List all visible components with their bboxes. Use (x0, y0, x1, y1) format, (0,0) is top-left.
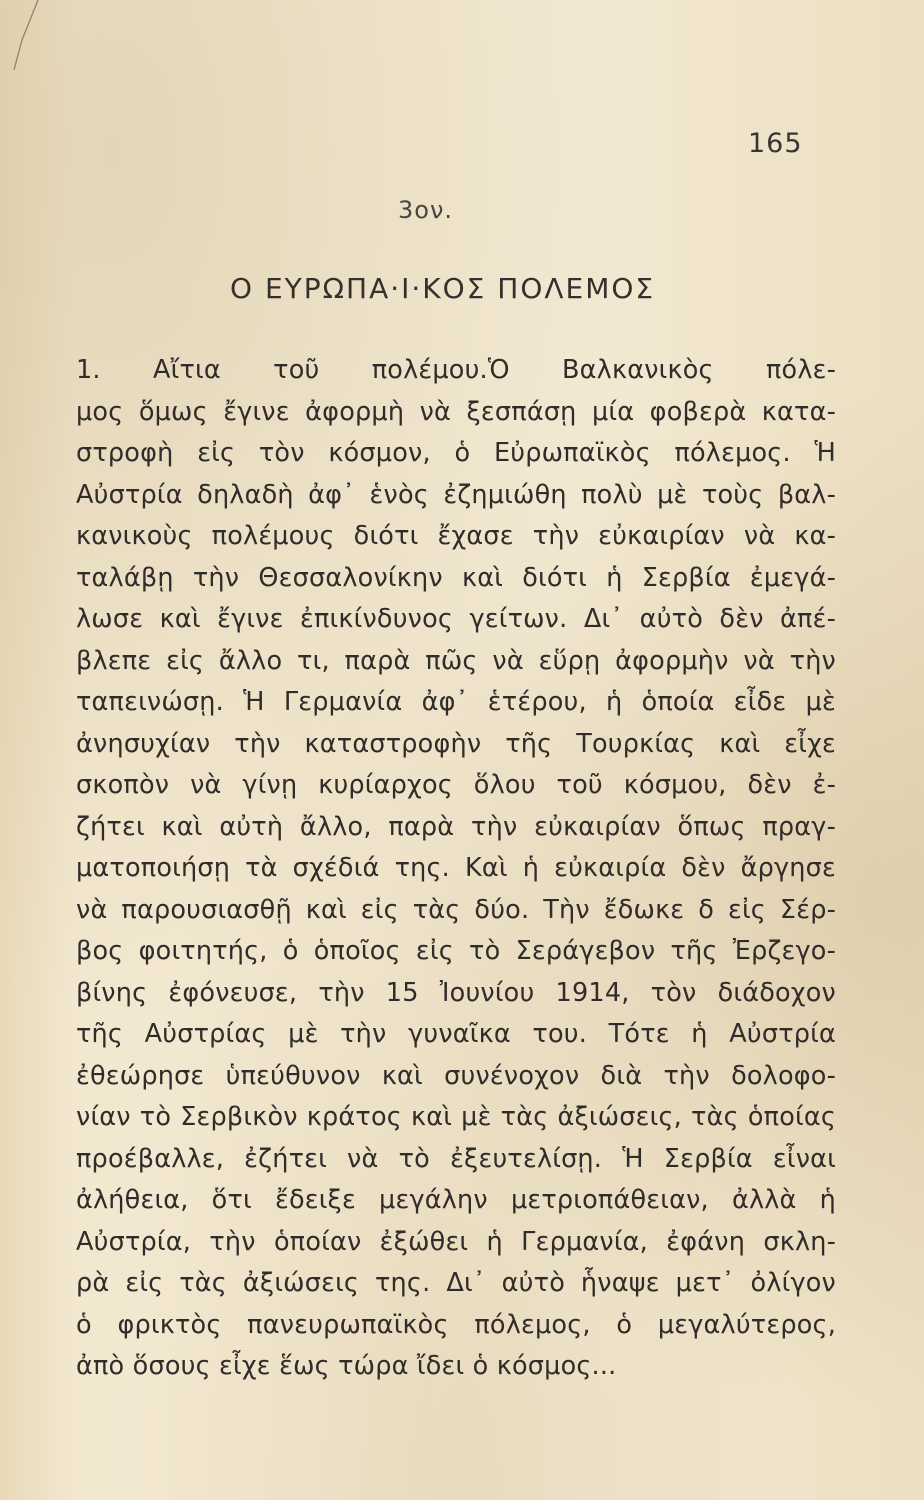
page-number: 165 (748, 128, 803, 159)
text-line: ταλάβῃ τὴν Θεσσαλονίκην καὶ διότι ἡ Σερβία ἐμεγά- (76, 562, 836, 593)
text-line: βλεπε εἰς ἄλλο τι, παρὰ πῶς νὰ εὕρῃ ἀφορμὴν νὰ τὴν (76, 645, 836, 676)
pencil-stroke-mark (0, 0, 60, 90)
text-line: Αὐστρία δηλαδὴ ἀφ᾽ ἑνὸς ἐζημιώθη πολὺ μὲ τοὺς βαλ- (76, 479, 836, 510)
text-line: ὁ φρικτὸς πανευρωπαϊκὸς πόλεμος, ὁ μεγαλύτερος, (76, 1309, 836, 1340)
text-line: ταπεινώσῃ. Ἡ Γερμανία ἀφ᾽ ἑτέρου, ἡ ὁποία εἶδε μὲ (76, 687, 836, 717)
text-line: λωσε καὶ ἔγινε ἐπικίνδυνος γείτων. Δι᾽ αὐτὸ δὲν ἀπέ- (76, 604, 836, 634)
text-line: νὰ παρουσιασθῇ καὶ εἰς τὰς δύο. Τὴν ἔδωκε δ εἰς Σέρ- (76, 894, 836, 925)
text-line: ρὰ εἰς τὰς ἀξιώσεις της. Δι᾽ αὐτὸ ἧναψε μετ᾽ ὀλίγον (76, 1268, 836, 1298)
text-line: νίαν τὸ Σερβικὸν κράτος καὶ μὲ τὰς ἀξιώσεις, τὰς ὁποίας (76, 1102, 836, 1132)
text-line: 1. Αἴτια τοῦ πολέμου.Ὁ Βαλκανικὸς πόλε- (76, 355, 836, 385)
chapter-title: Ο ΕΥΡΩΠΑ·Ι·ΚΟΣ ΠΟΛΕΜΟΣ (230, 272, 656, 305)
text-line: τῆς Αὐστρίας μὲ τὴν γυναῖκα του. Τότε ἡ Αὐστρία (76, 1019, 836, 1049)
paragraph (76, 350, 836, 1388)
text-line: ἐθεώρησε ὑπεύθυνον καὶ συνένοχον διὰ τὴν δολοφο- (76, 1060, 836, 1091)
chapter-number: 3ον. (398, 196, 453, 224)
text-line: βίνης ἐφόνευσε, τὴν 15 Ἰουνίου 1914, τὸν διάδοχον (76, 977, 836, 1008)
text-line: ἀλήθεια, ὅτι ἔδειξε μεγάλην μετριοπάθειαν, ἀλλὰ ἡ (76, 1185, 836, 1215)
text-line: ἀπὸ ὅσους εἶχε ἕως τώρα ἴδει ὁ κόσμος... (76, 1351, 617, 1381)
text-line: μος ὅμως ἔγινε ἀφορμὴ νὰ ξεσπάσῃ μία φοβερὰ κατα- (76, 396, 836, 427)
text-line: ματοποιήσῃ τὰ σχέδιά της. Καὶ ἡ εὐκαιρία δὲν ἄργησε (76, 853, 836, 883)
text-line: στροφὴ εἰς τὸν κόσμον, ὁ Εὐρωπαϊκὸς πόλεμος. Ἡ (76, 438, 836, 468)
text-line: προέβαλλε, ἐζήτει νὰ τὸ ἐξευτελίσῃ. Ἡ Σερβία εἶναι (76, 1143, 836, 1174)
text-line: σκοπὸν νὰ γίνῃ κυρίαρχος ὅλου τοῦ κόσμου, δὲν ἐ- (76, 770, 836, 800)
text-line: ἀνησυχίαν τὴν καταστροφὴν τῆς Τουρκίας καὶ εἶχε (76, 728, 836, 759)
text-line: βος φοιτητής, ὁ ὁποῖος εἰς τὸ Σεράγεβον τῆς Ἐρζεγο- (76, 936, 836, 966)
text-line: Αὐστρία, τὴν ὁποίαν ἐξώθει ἡ Γερμανία, ἐφάνη σκλη- (76, 1226, 836, 1257)
text-line: ζήτει καὶ αὐτὴ ἄλλο, παρὰ τὴν εὐκαιρίαν ὅπως πραγ- (76, 811, 836, 842)
text-line: κανικοὺς πολέμους διότι ἔχασε τὴν εὐκαιρίαν νὰ κα- (76, 521, 836, 551)
